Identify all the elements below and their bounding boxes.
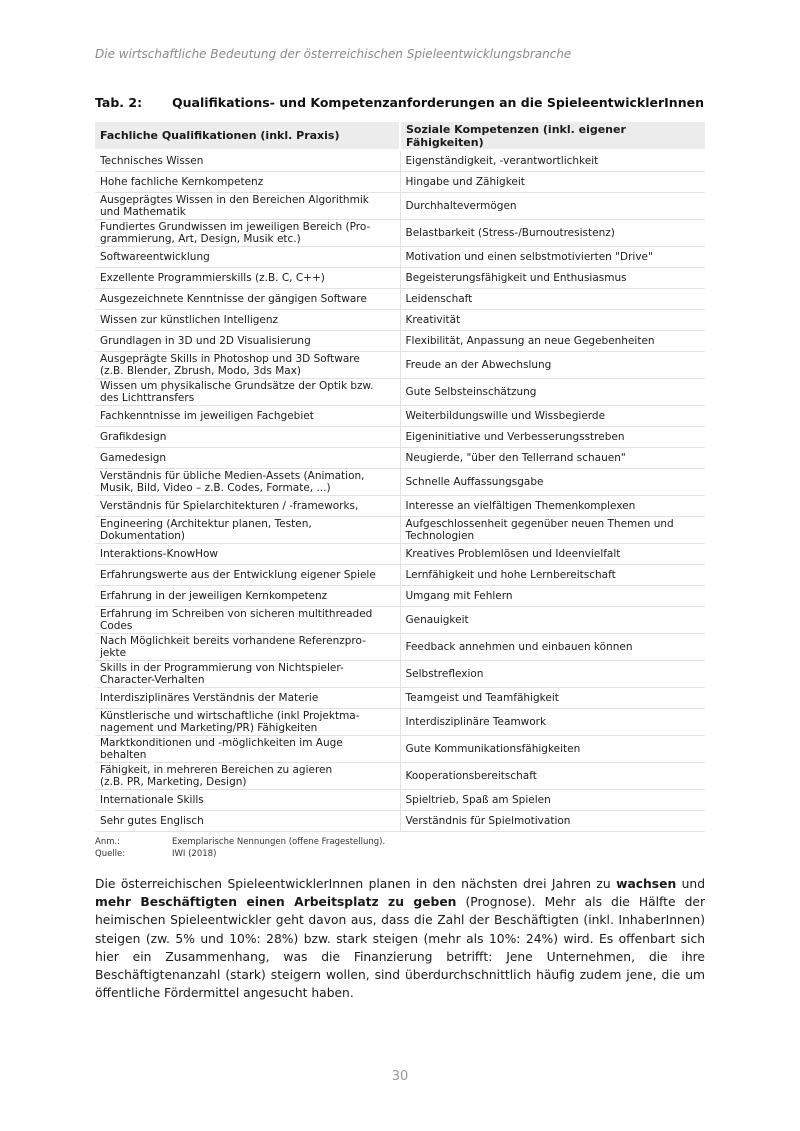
cell-text-line: Freude an der Abwechslung <box>405 359 552 371</box>
qualification-cell <box>95 172 400 193</box>
qualification-cell <box>95 268 400 289</box>
running-header: Die wirtschaftliche Bedeutung der österreichischen Spieleentwicklungsbranche <box>95 47 572 61</box>
cell-text-line: jekte <box>100 647 127 659</box>
cell-text-line: Eigenständigkeit, -verantwortlichkeit <box>405 155 599 167</box>
cell-text-line: Begeisterungsfähigkeit und Enthusiasmus <box>405 272 627 284</box>
cell-text-line: (z.B. Blender, Zbrush, Modo, 3ds Max) <box>100 365 302 377</box>
qualification-cell <box>95 544 400 565</box>
cell-text-line: des Lichttransfers <box>100 392 195 404</box>
cell-text-line: Fähigkeit, in mehreren Bereichen zu agieren <box>100 764 333 776</box>
table-row <box>95 331 705 352</box>
qualification-cell <box>95 193 400 220</box>
cell-text-line: Fundiertes Grundwissen im jeweiligen Bereich (Pro- <box>100 221 371 233</box>
qualification-cell <box>95 811 400 832</box>
table-caption <box>95 95 704 110</box>
column-header-soziale-kompetenzen: Soziale Kompetenzen (inkl. eigener Fähigkeiten) <box>400 122 705 150</box>
paragraph-bold-text: mehr Beschäftigten einen Arbeitsplatz zu geben <box>95 895 457 910</box>
table-row <box>95 268 705 289</box>
qualification-cell <box>95 406 400 427</box>
cell-text-line: Erfahrung im Schreiben von sicheren multithreaded <box>100 608 373 620</box>
cell-text-line: Motivation und einen selbstmotivierten "Drive" <box>405 251 653 263</box>
cell-text-line: Erfahrungswerte aus der Entwicklung eigener Spiele <box>100 569 376 581</box>
competence-cell <box>400 469 705 496</box>
table-body <box>95 150 705 832</box>
cell-text-line: Spieltrieb, Spaß am Spielen <box>405 794 551 806</box>
table-row <box>95 448 705 469</box>
competence-cell <box>400 247 705 268</box>
qualification-cell <box>95 634 400 661</box>
table-title: Qualifikations- und Kompetenzanforderungen an die SpieleentwicklerInnen <box>172 95 704 110</box>
qualification-cell <box>95 517 400 544</box>
competence-cell <box>400 661 705 688</box>
table-number: Tab. 2: <box>95 95 143 110</box>
cell-text-line: Durchhaltevermögen <box>405 200 517 212</box>
table-row <box>95 496 705 517</box>
qualification-cell <box>95 661 400 688</box>
competence-cell <box>400 634 705 661</box>
table-row <box>95 517 705 544</box>
qualification-cell <box>95 150 400 172</box>
cell-text-line: Eigeninitiative und Verbesserungsstreben <box>405 431 625 443</box>
cell-text-line: Engineering (Architektur planen, Testen, <box>100 518 312 530</box>
cell-text-line: Genauigkeit <box>405 614 469 626</box>
competence-cell <box>400 150 705 172</box>
cell-text-line: Belastbarkeit (Stress-/Burnoutresistenz) <box>405 227 615 239</box>
table-row <box>95 709 705 736</box>
cell-text-line: Skills in der Programmierung von Nichtspieler- <box>100 662 344 674</box>
paragraph-text: und <box>676 877 705 891</box>
cell-text-line: Verständnis für Spielmotivation <box>405 815 571 827</box>
column-header-fachliche-qualifikationen: Fachliche Qualifikationen (inkl. Praxis) <box>95 122 400 150</box>
cell-text-line: Wissen zur künstlichen Intelligenz <box>100 314 279 326</box>
qualification-cell <box>95 427 400 448</box>
qualification-cell <box>95 289 400 310</box>
table-row <box>95 811 705 832</box>
table-row <box>95 352 705 379</box>
cell-text-line: Aufgeschlossenheit gegenüber neuen Themen und <box>405 518 674 530</box>
competence-cell <box>400 496 705 517</box>
cell-text-line: Flexibilität, Anpassung an neue Gegebenheiten <box>405 335 655 347</box>
competence-cell <box>400 448 705 469</box>
qualification-cell <box>95 736 400 763</box>
cell-text-line: Ausgezeichnete Kenntnisse der gängigen Software <box>100 293 367 305</box>
table-row <box>95 634 705 661</box>
competence-cell <box>400 331 705 352</box>
competence-cell <box>400 688 705 709</box>
competence-cell <box>400 790 705 811</box>
cell-text-line: nagement und Marketing/PR) Fähigkeiten <box>100 722 318 734</box>
competence-cell <box>400 544 705 565</box>
table-row <box>95 736 705 763</box>
table-row <box>95 790 705 811</box>
cell-text-line: Teamgeist und Teamfähigkeit <box>405 692 559 704</box>
qualifications-table <box>95 122 705 832</box>
qualification-cell <box>95 331 400 352</box>
cell-text-line: Codes <box>100 620 133 632</box>
competence-cell <box>400 565 705 586</box>
qualification-cell <box>95 607 400 634</box>
source-text: IWI (2018) <box>172 849 217 859</box>
cell-text-line: Ausgeprägtes Wissen in den Bereichen Algorithmik <box>100 194 369 206</box>
cell-text-line: Musik, Bild, Video – z.B. Codes, Formate, ...) <box>100 482 331 494</box>
cell-text-line: Technisches Wissen <box>100 155 204 167</box>
competence-cell <box>400 607 705 634</box>
cell-text-line: Character-Verhalten <box>100 674 205 686</box>
table-row <box>95 406 705 427</box>
competence-cell <box>400 220 705 247</box>
qualification-cell <box>95 763 400 790</box>
table-row <box>95 586 705 607</box>
cell-text-line: Nach Möglichkeit bereits vorhandene Referenzpro- <box>100 635 366 647</box>
table-row <box>95 661 705 688</box>
competence-cell <box>400 763 705 790</box>
cell-text-line: Kooperationsbereitschaft <box>405 770 537 782</box>
cell-text-line: Dokumentation) <box>100 530 186 542</box>
note-label: Anm.: <box>95 837 121 847</box>
cell-text-line: behalten <box>100 749 147 761</box>
competence-cell <box>400 352 705 379</box>
table-row <box>95 688 705 709</box>
qualification-cell <box>95 247 400 268</box>
qualification-cell <box>95 709 400 736</box>
body-paragraph <box>95 875 705 1002</box>
cell-text-line: Verständnis für übliche Medien-Assets (Animation, <box>100 470 365 482</box>
cell-text-line: Fachkenntnisse im jeweiligen Fachgebiet <box>100 410 314 422</box>
table-row <box>95 310 705 331</box>
cell-text-line: Lernfähigkeit und hohe Lernbereitschaft <box>405 569 616 581</box>
competence-cell <box>400 310 705 331</box>
cell-text-line: Hohe fachliche Kernkompetenz <box>100 176 264 188</box>
competence-cell <box>400 586 705 607</box>
qualification-cell <box>95 586 400 607</box>
cell-text-line: Grundlagen in 3D und 2D Visualisierung <box>100 335 311 347</box>
cell-text-line: Interdisziplinäres Verständnis der Materie <box>100 692 319 704</box>
competence-cell <box>400 406 705 427</box>
cell-text-line: Schnelle Auffassungsgabe <box>405 476 544 488</box>
competence-cell <box>400 811 705 832</box>
cell-text-line: Hingabe und Zähigkeit <box>405 176 525 188</box>
table-row <box>95 150 705 172</box>
cell-text-line: Gute Selbsteinschätzung <box>405 386 537 398</box>
competence-cell <box>400 736 705 763</box>
cell-text-line: Gamedesign <box>100 452 167 464</box>
qualification-cell <box>95 469 400 496</box>
note-text: Exemplarische Nennungen (offene Fragestellung). <box>172 837 386 847</box>
table-row <box>95 565 705 586</box>
competence-cell <box>400 709 705 736</box>
cell-text-line: Kreatives Problemlösen und Ideenvielfalt <box>405 548 621 560</box>
cell-text-line: Erfahrung in der jeweiligen Kernkompetenz <box>100 590 328 602</box>
table-row <box>95 247 705 268</box>
table-row <box>95 544 705 565</box>
competence-cell <box>400 193 705 220</box>
paragraph-text: Die österreichischen SpieleentwicklerInnen planen in den nächsten drei Jahren zu <box>95 877 617 891</box>
cell-text-line: Wissen um physikalische Grundsätze der Optik bzw. <box>100 380 374 392</box>
cell-text-line: Technologien <box>405 530 475 542</box>
cell-text-line: grammierung, Art, Design, Musik etc.) <box>100 233 301 245</box>
cell-text-line: Umgang mit Fehlern <box>405 590 513 602</box>
qualification-cell <box>95 496 400 517</box>
table-notes <box>95 836 385 860</box>
cell-text-line: Kreativität <box>405 314 461 326</box>
qualification-cell <box>95 448 400 469</box>
cell-text-line: Ausgeprägte Skills in Photoshop und 3D Software <box>100 353 360 365</box>
competence-cell <box>400 268 705 289</box>
cell-text-line: Interdisziplinäre Teamwork <box>405 716 547 728</box>
qualification-cell <box>95 352 400 379</box>
cell-text-line: Verständnis für Spielarchitekturen / -frameworks, <box>100 500 359 512</box>
cell-text-line: Grafikdesign <box>100 431 167 443</box>
cell-text-line: (z.B. PR, Marketing, Design) <box>100 776 247 788</box>
cell-text-line: Künstlerische und wirtschaftliche (inkl Projektma- <box>100 710 360 722</box>
cell-text-line: Sehr gutes Englisch <box>100 815 204 827</box>
table-row <box>95 289 705 310</box>
cell-text-line: Weiterbildungswille und Wissbegierde <box>405 410 606 422</box>
competence-cell <box>400 517 705 544</box>
qualification-cell <box>95 790 400 811</box>
table-row <box>95 379 705 406</box>
cell-text-line: Neugierde, "über den Tellerrand schauen" <box>405 452 626 464</box>
table-row <box>95 469 705 496</box>
table-row <box>95 193 705 220</box>
source-label: Quelle: <box>95 849 126 859</box>
qualification-cell <box>95 688 400 709</box>
cell-text-line: Selbstreflexion <box>405 668 484 680</box>
cell-text-line: Exzellente Programmierskills (z.B. C, C++) <box>100 272 325 284</box>
table-row <box>95 763 705 790</box>
cell-text-line: Marktkonditionen und -möglichkeiten im Auge <box>100 737 343 749</box>
cell-text-line: und Mathematik <box>100 206 186 218</box>
cell-text-line: Gute Kommunikationsfähigkeiten <box>405 743 581 755</box>
table-row <box>95 172 705 193</box>
cell-text-line: Softwareentwicklung <box>100 251 210 263</box>
table-row <box>95 607 705 634</box>
cell-text-line: Leidenschaft <box>405 293 473 305</box>
qualification-cell <box>95 310 400 331</box>
paragraph-bold-text: wachsen <box>616 877 677 891</box>
cell-text-line: Interesse an vielfältigen Themenkomplexen <box>405 500 636 512</box>
cell-text-line: Feedback annehmen und einbauen können <box>405 641 633 653</box>
page-number: 30 <box>391 1069 409 1084</box>
qualification-cell <box>95 379 400 406</box>
competence-cell <box>400 427 705 448</box>
table-row <box>95 220 705 247</box>
paragraph-text: (Prognose). Mehr als die Hälfte der heimischen Spieleentwickler geht davon aus, dass die Zahl der Beschäftigten (inkl. InhaberInnen) steigen (zw. 5% und 10%: 28%) bzw. stark steigen (mehr als 10%: 24%) wird. Es offenbart sich hier ein Zusammenhang, was die Finanzierung betrifft: Jene Unternehmen, die ihre Beschäftigtenanzahl (stark) steigern wollen, sind überdurchschnittlich häufig zudem jene, die um öffentliche Fördermittel angesucht haben. <box>95 895 706 1001</box>
competence-cell <box>400 379 705 406</box>
table-row <box>95 427 705 448</box>
cell-text-line: Interaktions-KnowHow <box>100 548 218 560</box>
cell-text-line: Internationale Skills <box>100 794 204 806</box>
qualification-cell <box>95 220 400 247</box>
qualification-cell <box>95 565 400 586</box>
competence-cell <box>400 172 705 193</box>
competence-cell <box>400 289 705 310</box>
